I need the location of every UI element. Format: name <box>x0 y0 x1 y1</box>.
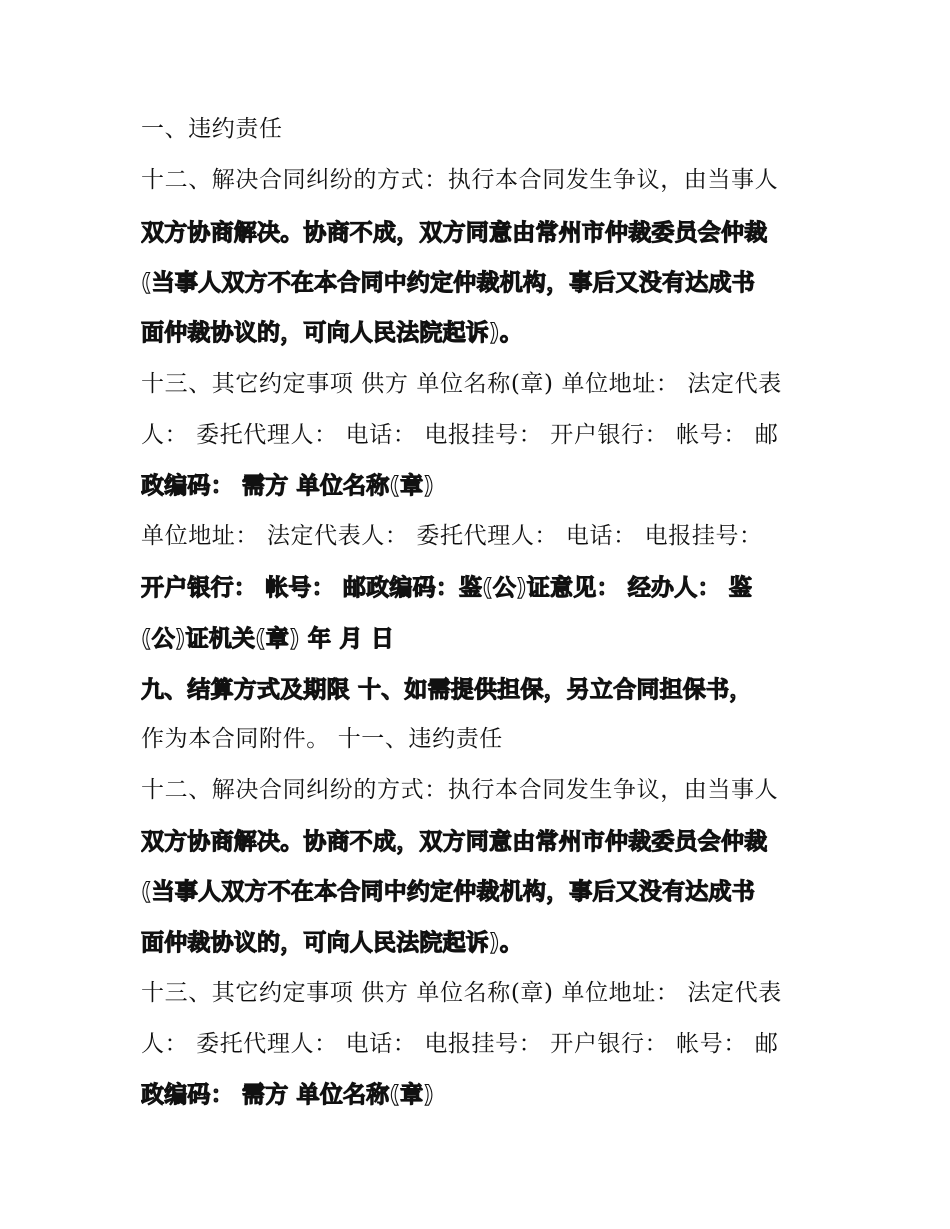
text-line: 双方协商解决。协商不成，双方同意由常州市仲裁委员会仲裁 <box>141 829 768 855</box>
text-line: 一、违约责任 <box>141 116 283 142</box>
text-line: 十三、其它约定事项 供方 单位名称(章) 单位地址： 法定代表 <box>141 980 782 1006</box>
text-line: (当事人双方不在本合同中约定仲裁机构，事后又没有达成书 <box>141 270 755 296</box>
text-line: 作为本合同附件。 十一、违约责任 <box>141 726 503 752</box>
text-line: 人： 委托代理人： 电话： 电报挂号： 开户银行： 帐号： 邮 <box>141 422 779 448</box>
text-line: 开户银行： 帐号： 邮政编码：鉴(公)证意见： 经办人： 鉴 <box>141 575 753 601</box>
text-line: 人： 委托代理人： 电话： 电报挂号： 开户银行： 帐号： 邮 <box>141 1031 779 1057</box>
text-line: (公)证机关(章) 年 月 日 <box>141 626 395 652</box>
text-line: 面仲裁协议的，可向人民法院起诉)。 <box>141 930 523 956</box>
text-line: 单位地址： 法定代表人： 委托代理人： 电话： 电报挂号： <box>141 523 763 549</box>
text-line: 十二、解决合同纠纷的方式：执行本合同发生争议，由当事人 <box>141 777 779 803</box>
text-line: 政编码： 需方 单位名称(章) <box>141 473 435 499</box>
text-line: 双方协商解决。协商不成，双方同意由常州市仲裁委员会仲裁 <box>141 220 768 246</box>
text-line: 十二、解决合同纠纷的方式：执行本合同发生争议，由当事人 <box>141 167 779 193</box>
text-line: 面仲裁协议的，可向人民法院起诉)。 <box>141 320 523 346</box>
text-line: (当事人双方不在本合同中约定仲裁机构，事后又没有达成书 <box>141 879 755 905</box>
text-line: 政编码： 需方 单位名称(章) <box>141 1082 435 1108</box>
text-line: 十三、其它约定事项 供方 单位名称(章) 单位地址： 法定代表 <box>141 371 782 397</box>
text-line: 九、结算方式及期限 十、如需提供担保，另立合同担保书， <box>141 677 753 703</box>
